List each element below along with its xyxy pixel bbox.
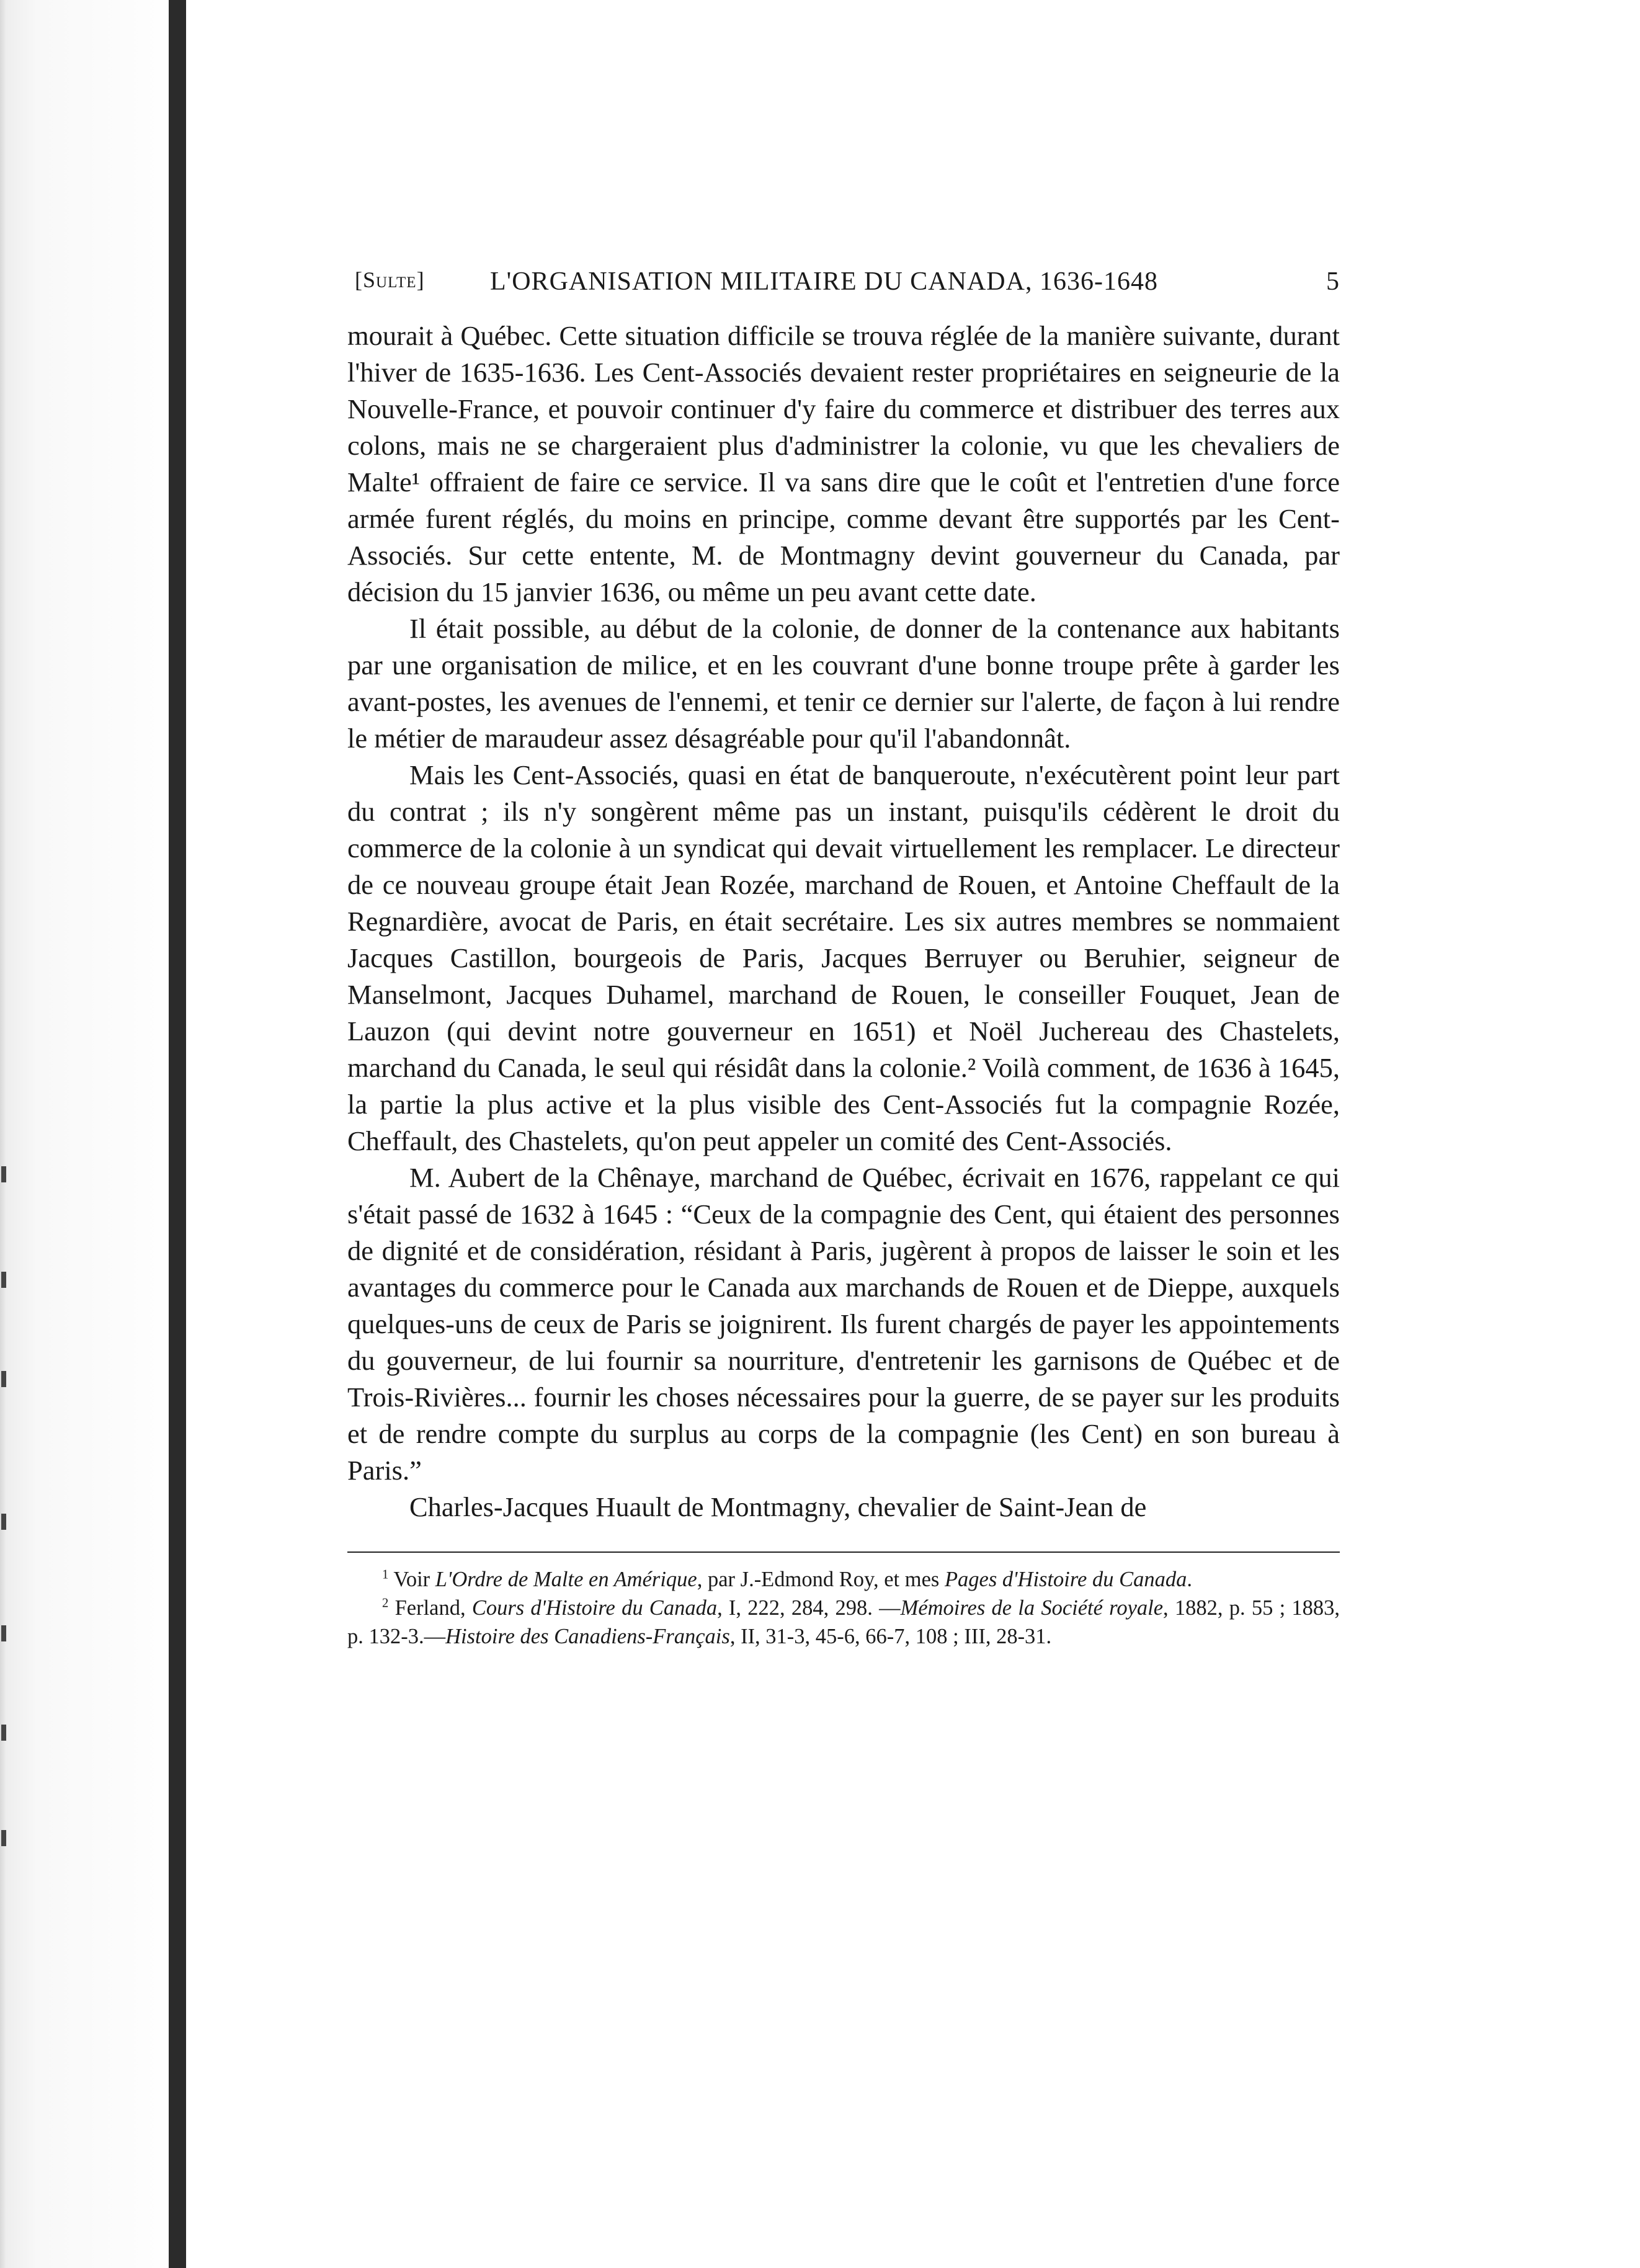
paragraph: Mais les Cent-Associés, quasi en état de banqueroute, n'exécutèrent point leur part du contrat ; ils n'y songèrent même pas un instant, puisqu'ils cédèrent le droit du commerce de la colonie à un syndicat qui devait virtuellement les remplacer. Le directeur de ce nouveau groupe était Jean Rozée, marchand de Rouen, et Antoine Cheffault de la Regnardière, avocat de Paris, en était secrétaire. Les six autres membres se nommaient Jacques Castillon, bourgeois de Paris, Jacques Berruyer ou Beruhier, seigneur de Manselmont, Jacques Duhamel, marchand de Rouen, le conseiller Fouquet, Jean de Lauzon (qui devint notre gouverneur en 1651) et Noël Juchereau des Chastelets, marchand du Canada, le seul qui résidât dans la colonie.² Voilà comment, de 1636 à 1645, la partie la plus active et la plus visible des Cent-Associés fut la compagnie Rozée, Cheffault, des Chastelets, qu'on peut appeler un comité des Cent-Associés.	[347, 759, 1340, 1156]
paragraph: Charles-Jacques Huault de Montmagny, chevalier de Saint-Jean de	[409, 1491, 1147, 1522]
footnote-title: L'Ordre de Malte en Amérique	[435, 1568, 697, 1591]
footnote-title: Pages d'Histoire du Canada	[944, 1568, 1187, 1591]
footnote-title: Mémoires de la Société royale	[900, 1596, 1164, 1620]
footnote-text: Ferland,	[394, 1596, 472, 1620]
running-head	[347, 267, 1340, 305]
footnote-1	[347, 1565, 1340, 1594]
paragraph: Il était possible, au début de la colonie, de donner de la contenance aux habitants par une organisation de milice, et en les couvrant d'une bonne troupe prête à garder les avant-postes, les avenues de l'ennemi, et tenir ce dernier sur l'alerte, de façon à lui rendre le métier de maraudeur assez désagréable pour qu'il l'abandonnât.	[347, 613, 1340, 754]
book-page	[347, 267, 1340, 1651]
footnote-text: , par J.-Edmond Roy, et mes	[697, 1568, 945, 1591]
facing-page-edge-marks	[1, 1166, 26, 1849]
footnote-mark: 2	[382, 1596, 389, 1610]
running-head-author: [Sulte]	[355, 267, 425, 292]
running-head-title: L'ORGANISATION MILITAIRE DU CANADA, 1636-1648	[490, 267, 1158, 296]
paragraph: M. Aubert de la Chênaye, marchand de Québec, écrivait en 1676, rappelant ce qui s'était passé de 1632 à 1645 : “Ceux de la compagnie des Cent, qui étaient des personnes de dignité et de considération, résidant à Paris, jugèrent à propos de laisser le soin et les avantages du commerce pour le Canada aux marchands de Rouen et de Dieppe, auxquels quelques-uns de ceux de Paris se joignirent. Ils furent chargés de payer les appointements du gouverneur, de lui fournir sa nourriture, d'entretenir les garnisons de Québec et de Trois-Rivières... fournir les choses nécessaires pour la guerre, de se payer sur les produits et de rendre compte du surplus au corps de la compagnie (les Cent) en son bureau à Paris.”	[347, 1162, 1340, 1486]
footnote-title: Histoire des Canadiens-Français	[445, 1625, 730, 1648]
footnote-2	[347, 1594, 1340, 1651]
footnote-divider	[347, 1551, 1340, 1553]
footnotes	[347, 1565, 1340, 1651]
footnote-mark: 1	[382, 1568, 389, 1582]
scan-margin	[0, 0, 186, 2268]
body-text	[347, 318, 1340, 1525]
binding-edge	[169, 0, 186, 2268]
footnote-text: , II, 31-3, 45-6, 66-7, 108 ; III, 28-31.	[729, 1625, 1052, 1648]
page-number: 5	[1326, 267, 1340, 296]
footnote-text: Voir	[393, 1568, 435, 1591]
footnote-title: Cours d'Histoire du Canada	[471, 1596, 718, 1620]
paragraph: mourait à Québec. Cette situation difficile se trouva réglée de la manière suivante, durant l'hiver de 1635-1636. Les Cent-Associés devaient rester propriétaires en seigneurie de la Nouvelle-France, et pouvoir continuer d'y faire du commerce et distribuer des terres aux colons, mais ne se chargeraient plus d'administrer la colonie, vu que les chevaliers de Malte¹ offraient de faire ce service. Il va sans dire que le coût et l'entretien d'une force armée furent réglés, du moins en principe, comme devant être supportés par les Cent-Associés. Sur cette entente, M. de Montmagny devint gouverneur du Canada, par décision du 15 janvier 1636, ou même un peu avant cette date.	[347, 320, 1340, 607]
footnote-text: , I, 222, 284, 298. —	[717, 1596, 901, 1620]
footnote-text: , 1882, p. 55 ; 1883, p. 132-3.—	[347, 1596, 1340, 1648]
footnote-text: .	[1187, 1568, 1192, 1591]
